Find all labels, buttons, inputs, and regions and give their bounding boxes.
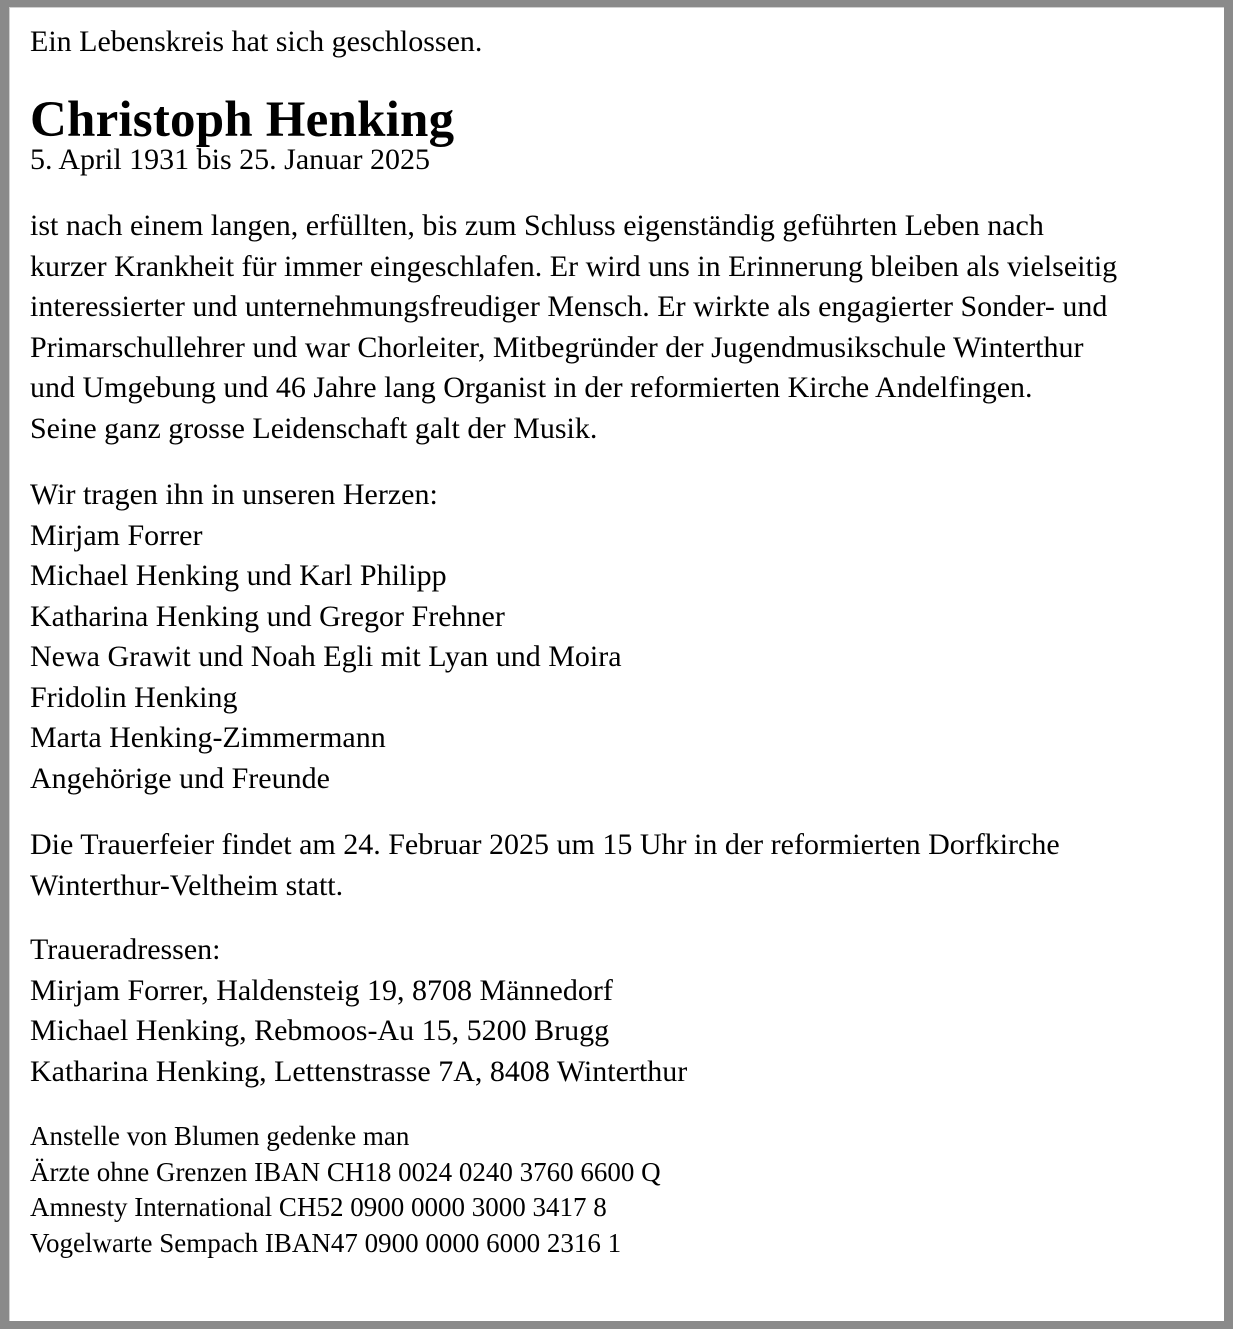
donations-heading: Anstelle von Blumen gedenke man bbox=[30, 1121, 410, 1151]
obituary-content bbox=[30, 7, 1215, 1261]
address-line: Mirjam Forrer, Haldensteig 19, 8708 Männedorf bbox=[30, 973, 613, 1007]
donation-line: Ärzte ohne Grenzen IBAN CH18 0024 0240 3760 6600 Q bbox=[30, 1156, 661, 1187]
donation-line: Vogelwarte Sempach IBAN47 0900 0000 6000 2316 1 bbox=[30, 1227, 622, 1258]
address-line: Michael Henking, Rebmoos-Au 15, 5200 Brugg bbox=[30, 1014, 610, 1047]
addresses-section bbox=[30, 930, 1215, 1092]
mourner-name: Katharina Henking und Gregor Frehner bbox=[30, 599, 505, 633]
addresses-heading: Traueradressen: bbox=[30, 933, 221, 966]
donation-line: Amnesty International CH52 0900 0000 3000 3417 8 bbox=[30, 1192, 607, 1222]
mourner-name: Mirjam Forrer bbox=[30, 518, 203, 552]
address-line: Katharina Henking, Lettenstrasse 7A, 8408 Winterthur bbox=[30, 1054, 688, 1088]
biography-paragraph bbox=[30, 206, 1215, 449]
life-dates: 5. April 1931 bis 25. Januar 2025 bbox=[30, 142, 430, 176]
biography-line: ist nach einem langen, erfüllten, bis zum Schluss eigenständig geführten Leben nach bbox=[30, 209, 1044, 242]
ceremony-line: Winterthur-Veltheim statt. bbox=[30, 868, 344, 902]
biography-line: kurzer Krankheit für immer eingeschlafen. Er wird uns in Erinnerung bleiben als vielseitig bbox=[30, 249, 1118, 283]
mourners-section bbox=[30, 475, 1215, 799]
donations-section bbox=[30, 1119, 1215, 1261]
intro-line: Ein Lebenskreis hat sich geschlossen. bbox=[30, 25, 483, 58]
deceased-name: Christoph Henking bbox=[30, 91, 455, 148]
mourner-name: Angehörige und Freunde bbox=[30, 761, 330, 795]
mourner-name: Fridolin Henking bbox=[30, 680, 238, 714]
mourner-name: Michael Henking und Karl Philipp bbox=[30, 559, 447, 592]
biography-line: interessierter und unternehmungsfreudiger Mensch. Er wirkte als engagierter Sonder- und bbox=[30, 290, 1108, 323]
ceremony-line: Die Trauerfeier findet am 24. Februar 2025 um 15 Uhr in der reformierten Dorfkirche bbox=[30, 828, 1060, 861]
biography-line: Seine ganz grosse Leidenschaft galt der Musik. bbox=[30, 411, 598, 445]
ceremony-section bbox=[30, 825, 1215, 906]
biography-line: Primarschullehrer und war Chorleiter, Mitbegründer der Jugendmusikschule Winterthur bbox=[30, 330, 1084, 364]
mourners-heading: Wir tragen ihn in unseren Herzen: bbox=[30, 478, 438, 511]
biography-line: und Umgebung und 46 Jahre lang Organist in der reformierten Kirche Andelfingen. bbox=[30, 371, 1033, 404]
mourner-name: Marta Henking-Zimmermann bbox=[30, 721, 386, 754]
mourner-name: Newa Grawit und Noah Egli mit Lyan und Moira bbox=[30, 640, 622, 673]
obituary-page bbox=[9, 7, 1224, 1321]
